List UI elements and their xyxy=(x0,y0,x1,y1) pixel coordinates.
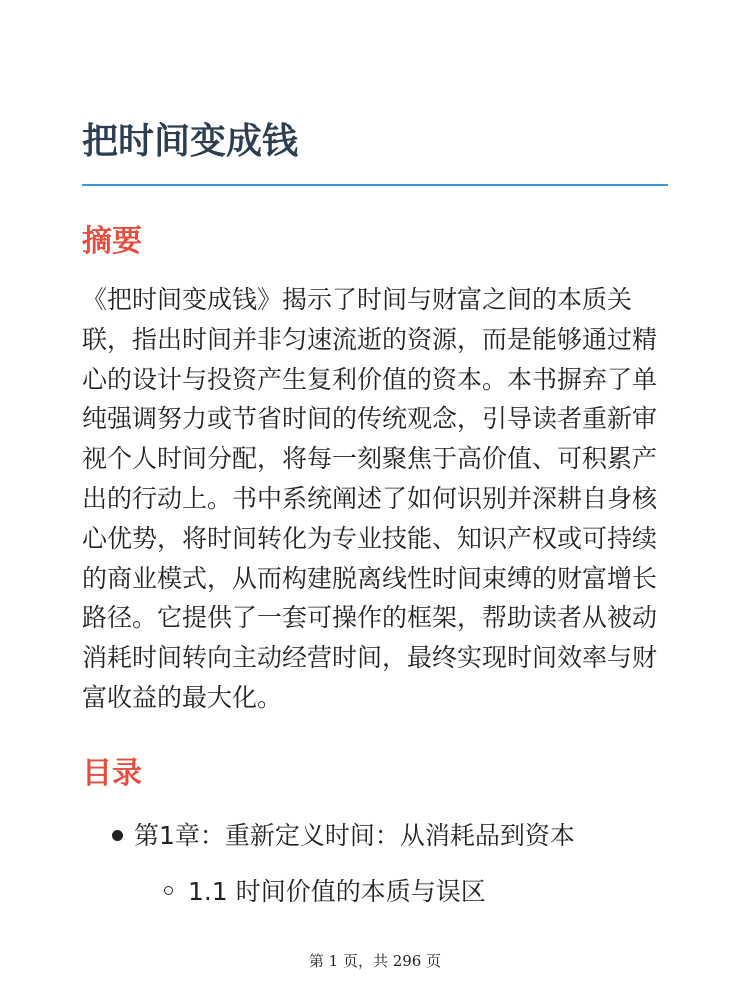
title-divider xyxy=(82,184,668,186)
summary-heading: 摘要 xyxy=(82,224,142,259)
toc-section-item[interactable]: 1.1 时间价值的本质与误区 xyxy=(188,877,486,906)
bullet-disc-icon xyxy=(112,830,123,841)
bullet-circle-icon xyxy=(164,886,173,895)
page-number-footer: 第 1 页，共 296 页 xyxy=(308,952,442,970)
toc-chapter-item[interactable]: 第1章：重新定义时间：从消耗品到资本 xyxy=(134,821,575,850)
document-title: 把时间变成钱 xyxy=(82,121,299,162)
toc-heading: 目录 xyxy=(82,756,142,791)
summary-paragraph: 《把时间变成钱》揭示了时间与财富之间的本质关联，指出时间并非匀速流逝的资源，而是能够通过精心的设计与投资产生复利价值的资本。本书摒弃了单纯强调努力或节省时间的传统观念，引导读者重新审视个人时间分配，将每一刻聚焦于高价值、可积累产出的行动上。书中系统阐述了如何识别并深耕自身核心优势，将时间转化为专业技能、知识产权或可持续的商业模式，从而构建脱离线性时间束缚的财富增长路径。它提供了一套可操作的框架，帮助读者从被动消耗时间转向主动经营时间，最终实现时间效率与财富收益的最大化。 xyxy=(82,285,658,712)
